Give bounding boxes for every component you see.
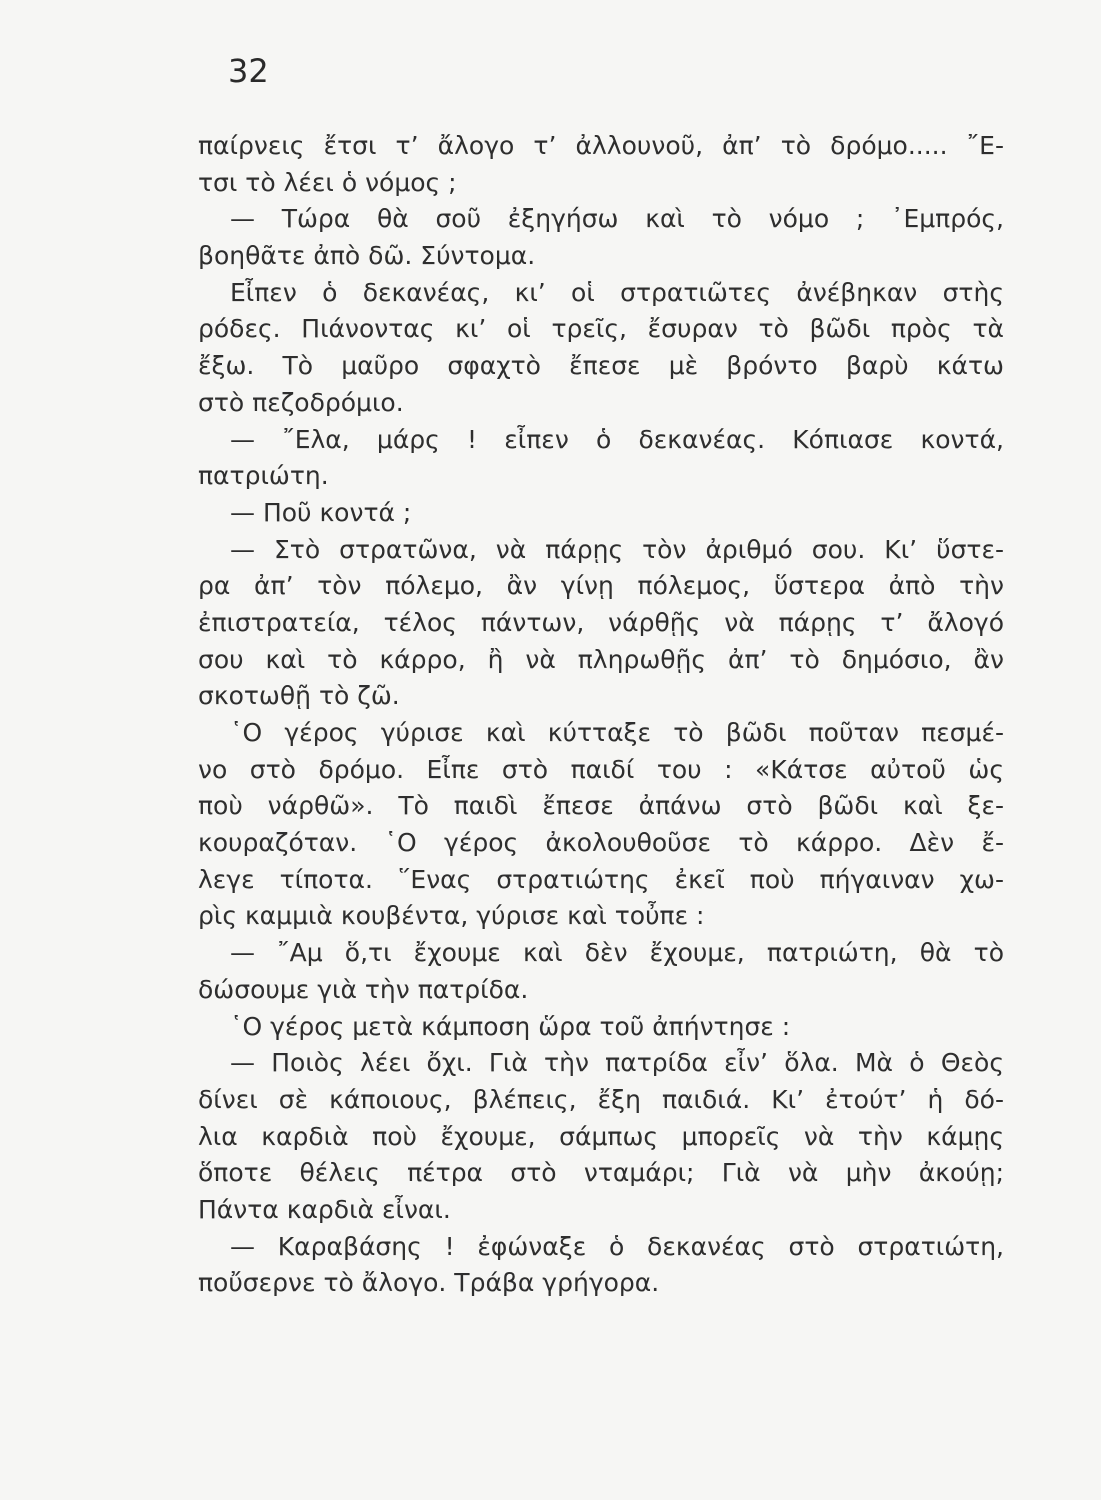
text-line: — Στὸ στρατῶνα, νὰ πάρῃς τὸν ἀριθμό σου. Κι’ ὕστε-	[230, 534, 1004, 564]
text-line: δώσουμε γιὰ τὴν πατρίδα.	[198, 974, 529, 1004]
text-line: Πάντα καρδιὰ εἶναι.	[198, 1194, 451, 1224]
text-line: σκοτωθῇ τὸ ζῶ.	[198, 681, 400, 711]
text-line: ῾Ο γέρος γύρισε καὶ κύτταξε τὸ βῶδι ποῦταν πεσμέ-	[230, 718, 1004, 747]
text-line: ρὶς καμμιὰ κουβέντα, γύρισε καὶ τοὖπε :	[198, 901, 705, 931]
text-line: λεγε τίποτα. ῞Ενας στρατιώτης ἐκεῖ ποὺ πήγαιναν χω-	[198, 864, 1004, 894]
text-line: — Τώρα θὰ σοῦ ἐξηγήσω καὶ τὸ νόμο ; ᾽Εμπρός,	[230, 204, 1004, 234]
text-line: Εἶπεν ὁ δεκανέας, κι’ οἱ στρατιῶτες ἀνέβηκαν στὴς	[230, 277, 1004, 307]
text-line: ποὺ νάρθῶ». Τὸ παιδὶ ἔπεσε ἀπάνω στὸ βῶδι καὶ ξε-	[198, 791, 1004, 821]
text-line: σου καὶ τὸ κάρρο, ἢ νὰ πληρωθῇς ἀπ’ τὸ δημόσιο, ἂν	[198, 644, 1004, 674]
text-line: κουραζόταν. ῾Ο γέρος ἀκολουθοῦσε τὸ κάρρο. Δὲν ἔ-	[198, 828, 1004, 858]
text-line: τσι τὸ λέει ὁ νόμος ;	[198, 167, 457, 197]
text-line: ἐπιστρατεία, τέλος πάντων, νάρθῇς νὰ πάρῃς τ’ ἄλογό	[198, 607, 1004, 637]
text-line: — Καραβάσης ! ἐφώναξε ὁ δεκανέας στὸ στρατιώτη,	[230, 1231, 1004, 1261]
text-line: πατριώτη.	[198, 461, 329, 491]
text-line: βοηθᾶτε ἀπὸ δῶ. Σύντομα.	[198, 241, 536, 271]
text-line: ρα ἀπ’ τὸν πόλεμο, ἂν γίνῃ πόλεμος, ὕστερα ἀπὸ τὴν	[198, 571, 1004, 601]
text-line: ποὔσερνε τὸ ἄλογο. Τράβα γρήγορα.	[198, 1268, 660, 1298]
text-line: ὅποτε θέλεις πέτρα στὸ νταμάρι; Γιὰ νὰ μὴν ἀκούῃ;	[198, 1158, 1004, 1188]
text-line: ρόδες. Πιάνοντας κι’ οἱ τρεῖς, ἔσυραν τὸ βῶδι πρὸς τὰ	[198, 314, 1004, 344]
page-number: 32	[228, 52, 269, 90]
text-line: δίνει σὲ κάποιους, βλέπεις, ἔξη παιδιά. Κι’ ἐτούτ’ ἡ δό-	[198, 1084, 1004, 1114]
text-line: λια καρδιὰ ποὺ ἔχουμε, σάμπως μπορεῖς νὰ τὴν κάμῃς	[198, 1121, 1004, 1151]
text-line: ῾Ο γέρος μετὰ κάμποση ὥρα τοῦ ἀπήντησε :	[230, 1011, 791, 1041]
text-line: νο στὸ δρόμο. Εἶπε στὸ παιδί του : «Κάτσε αὐτοῦ ὡς	[198, 754, 1004, 784]
text-line: ἔξω. Τὸ μαῦρο σφαχτὸ ἔπεσε μὲ βρόντο βαρὺ κάτω	[198, 351, 1004, 381]
text-line: — ῎Αμ ὅ,τι ἔχουμε καὶ δὲν ἔχουμε, πατριώτη, θὰ τὸ	[230, 938, 1004, 968]
text-line: στὸ πεζοδρόμιο.	[198, 387, 404, 417]
text-line: παίρνεις ἔτσι τ’ ἄλογο τ’ ἀλλουνοῦ, ἀπ’ τὸ δρόμο..... ῎Ε-	[198, 131, 1004, 160]
text-line: — Ποῦ κοντά ;	[230, 497, 412, 527]
text-line: — Ποιὸς λέει ὄχι. Γιὰ τὴν πατρίδα εἶν’ ὅλα. Μὰ ὁ Θεὸς	[230, 1048, 1004, 1078]
text-line: — ῎Ελα, μάρς ! εἶπεν ὁ δεκανέας. Κόπιασε κοντά,	[230, 424, 1004, 454]
body-text	[198, 128, 1004, 1302]
